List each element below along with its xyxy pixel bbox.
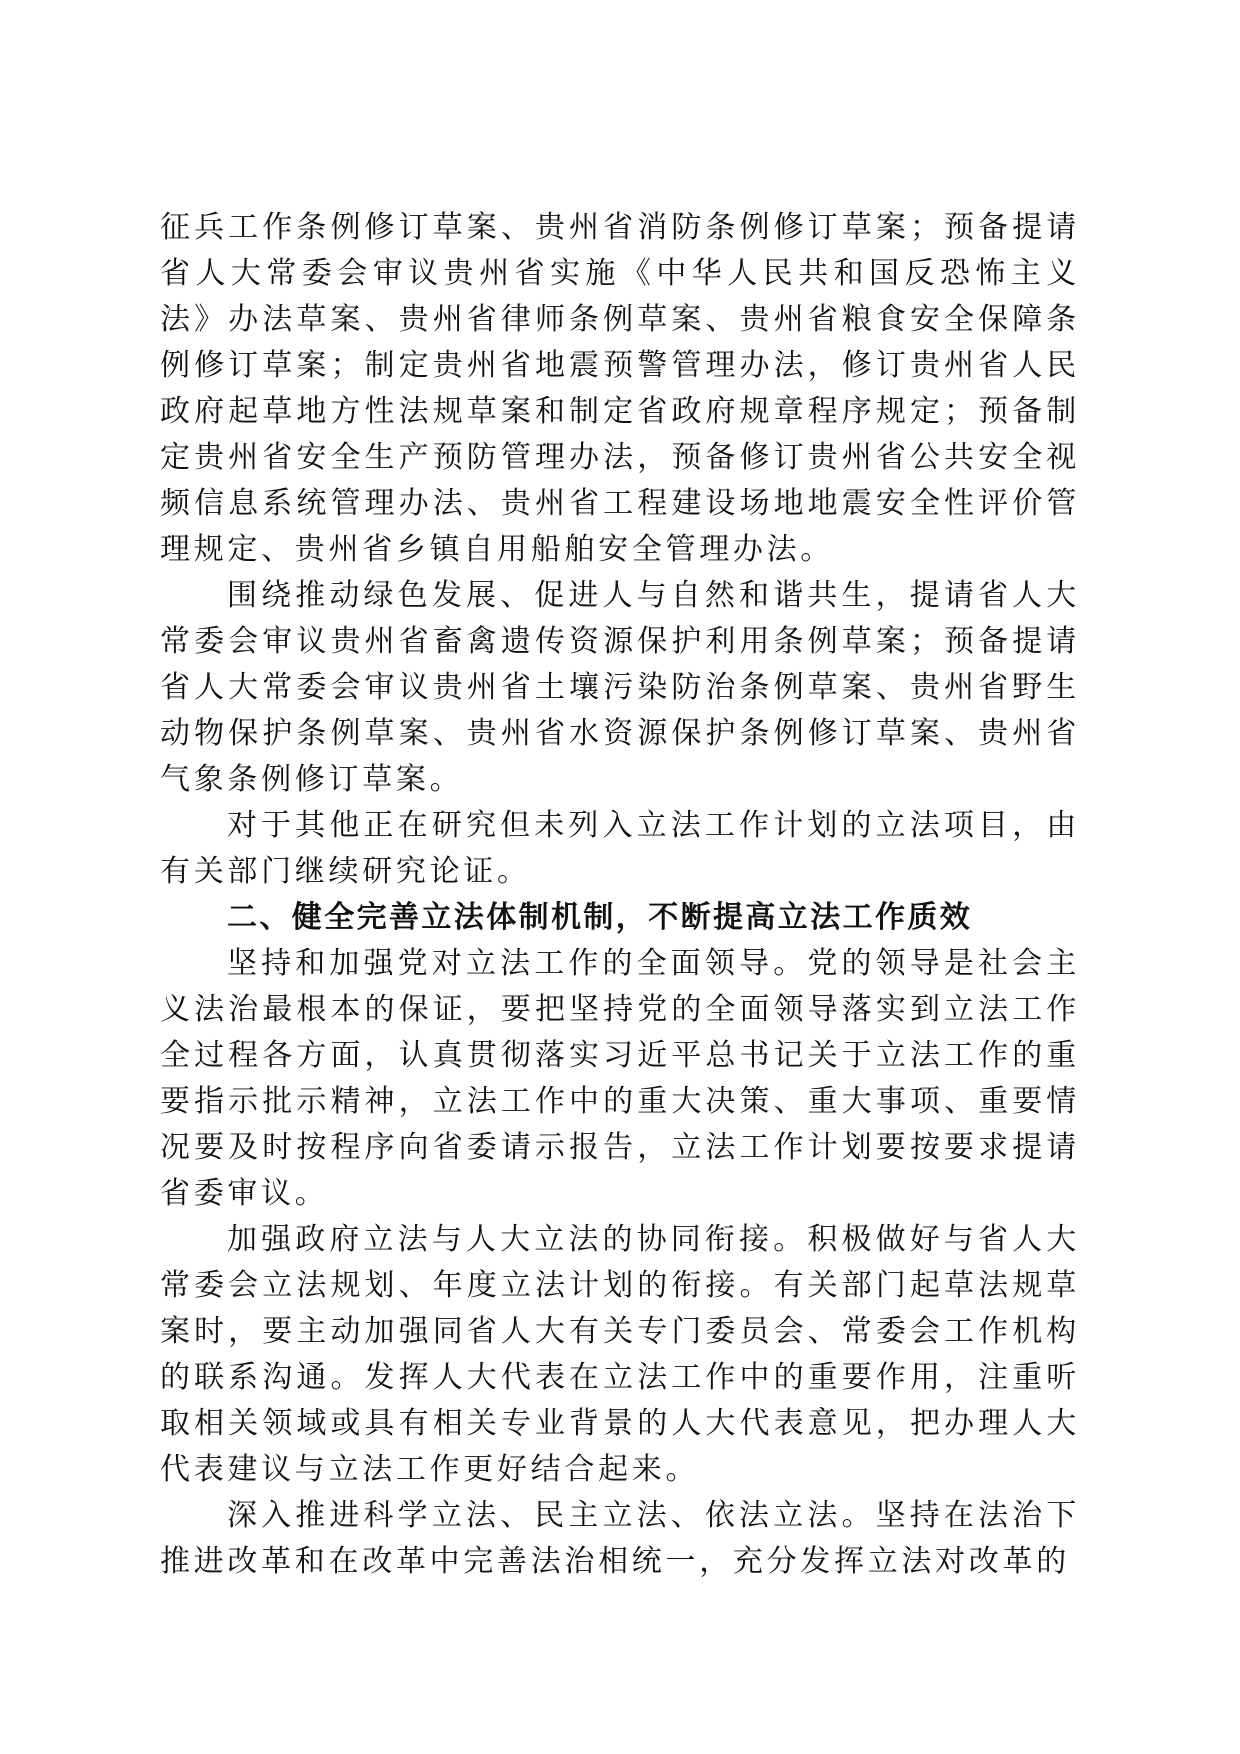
- paragraph-other-projects: 对于其他正在研究但未列入立法工作计划的立法项目，由有关部门继续研究论证。: [160, 808, 1080, 889]
- paragraph-scientific-legislation: 深入推进科学立法、民主立法、依法立法。坚持在法治下推进改革和在改革中完善法治相统一，充分发挥立法对改革的: [160, 1498, 1080, 1579]
- paragraph-party-leadership: 坚持和加强党对立法工作的全面领导。党的领导是社会主义法治最根本的保证，要把坚持党的全面领导落实到立法工作全过程各方面，认真贯彻落实习近平总书记关于立法工作的重要指示批示精神，立法工作中的重大决策、重大事项、重要情况要及时按程序向省委请示报告，立法工作计划要按要求提请省委审议。: [160, 946, 1080, 1211]
- paragraph-coordination: 加强政府立法与人大立法的协同衔接。积极做好与省人大常委会立法规划、年度立法计划的衔接。有关部门起草法规草案时，要主动加强同省人大有关专门委员会、常委会工作机构的联系沟通。发挥人大代表在立法工作中的重要作用，注重听取相关领域或具有相关专业背景的人大代表意见，把办理人大代表建议与立法工作更好结合起来。: [160, 1222, 1080, 1487]
- paragraph-green-development: 围绕推动绿色发展、促进人与自然和谐共生，提请省人大常委会审议贵州省畜禽遗传资源保护利用条例草案；预备提请省人大常委会审议贵州省土壤污染防治条例草案、贵州省野生动物保护条例草案、贵州省水资源保护条例修订草案、贵州省气象条例修订草案。: [160, 578, 1080, 797]
- paragraph-continuation: 征兵工作条例修订草案、贵州省消防条例修订草案；预备提请省人大常委会审议贵州省实施《中华人民共和国反恐怖主义法》办法草案、贵州省律师条例草案、贵州省粮食安全保障条例修订草案；制定贵州省地震预警管理办法，修订贵州省人民政府起草地方性法规草案和制定省政府规章程序规定；预备制定贵州省安全生产预防管理办法，预备修订贵州省公共安全视频信息系统管理办法、贵州省工程建设场地地震安全性评价管理规定、贵州省乡镇自用船舶安全管理办法。: [160, 210, 1080, 567]
- section-heading: 二、健全完善立法体制机制，不断提高立法工作质效: [227, 900, 973, 935]
